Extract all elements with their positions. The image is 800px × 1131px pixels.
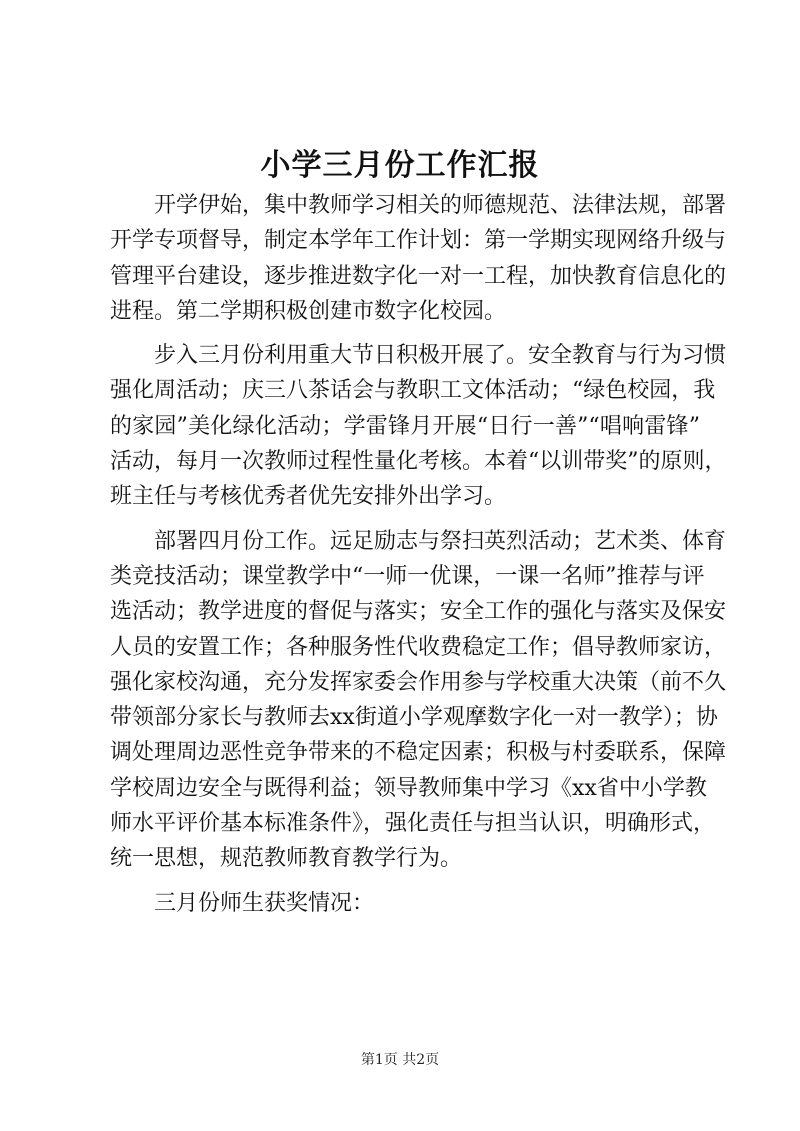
- text-line: 管理平台建设，逐步推进数字化一对一工程，加快教育信息化的: [110, 263, 727, 289]
- text-line: 三月份师生获奖情况：: [154, 890, 375, 916]
- page-number-footer: 第1页 共2页: [360, 1052, 440, 1068]
- text-line: 部署四月份工作。远足励志与祭扫英烈活动；艺术类、体育: [154, 528, 727, 554]
- text-line: 的家园”美化绿化活动；学雷锋月开展“日行一善”“唱响雷锋”: [110, 413, 700, 439]
- text-line: 师水平评价基本标准条件》，强化责任与担当认识，明确形式，: [110, 811, 716, 837]
- text-line: 强化周活动；庆三八茶话会与教职工文体活动；“绿色校园，我: [110, 378, 716, 404]
- text-line: 开学专项督导，制定本学年工作计划：第一学期实现网络升级与: [110, 228, 727, 254]
- text-line: 学校周边安全与既得利益；领导教师集中学习《xx省中小学教: [110, 775, 707, 801]
- paragraph: [110, 886, 700, 921]
- text-line: 类竞技活动；课堂教学中“一师一优课，一课一名师”推荐与评: [110, 563, 705, 589]
- document-title: 小学三月份工作汇报: [260, 148, 540, 183]
- text-line: 活动，每月一次教师过程性量化考核。本着“以训带奖”的原则，: [110, 449, 727, 475]
- text-line: 统一思想，规范教师教育教学行为。: [110, 846, 463, 872]
- text-line: 选活动；教学进度的督促与落实；安全工作的强化与落实及保安: [110, 599, 727, 625]
- paragraph: [110, 188, 727, 329]
- text-line: 步入三月份利用重大节日积极开展了。安全教育与行为习惯: [154, 343, 727, 369]
- text-line: 进程。第二学期积极创建市数字化校园。: [110, 298, 507, 324]
- text-line: 带领部分家长与教师去xx街道小学观摩数字化一对一教学）；协: [110, 705, 718, 731]
- text-line: 人员的安置工作；各种服务性代收费稳定工作；倡导教师家访，: [110, 634, 727, 660]
- text-line: 开学伊始，集中教师学习相关的师德规范、法律法规，部署: [154, 193, 727, 218]
- text-line: 调处理周边恶性竞争带来的不稳定因素；积极与村委联系，保障: [110, 740, 727, 766]
- paragraph: [110, 524, 727, 877]
- document-body: [110, 188, 727, 921]
- text-line: 强化家校沟通，充分发挥家委会作用参与学校重大决策（前不久: [110, 669, 727, 695]
- paragraph: [110, 338, 727, 514]
- text-line: 班主任与考核优秀者优先安排外出学习。: [110, 484, 507, 510]
